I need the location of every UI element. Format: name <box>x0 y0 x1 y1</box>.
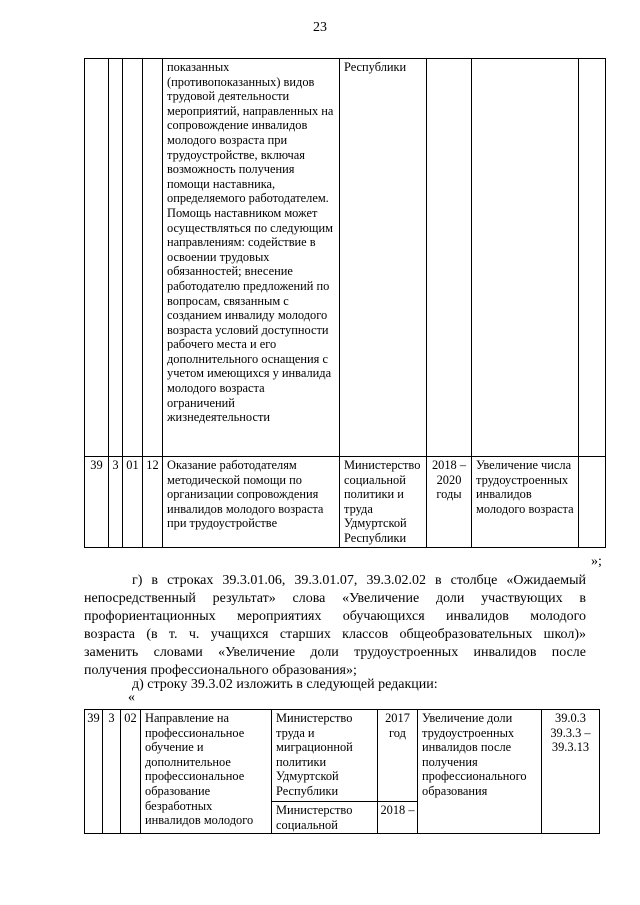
cell-measure-name: Направление на профессиональное обучение и дополнительное профессиональное образование безработных инвалидов молодого <box>141 710 272 834</box>
cell-program-code <box>85 59 109 457</box>
paragraph-d: д) строку 39.3.02 изложить в следующей редакции: <box>132 677 438 692</box>
cell-subprogram-code <box>109 59 123 457</box>
cell-program-code: 39 <box>85 710 103 834</box>
cell-period: 2017 год <box>378 710 418 802</box>
cell-task-code: 02 <box>121 710 141 834</box>
paragraph-g-line: возраста (в т. ч. учащихся старших классов общеобразовательных школ)» <box>84 627 586 642</box>
cell-indicator-link <box>579 59 606 457</box>
cell-subprogram-code: 3 <box>109 457 123 548</box>
cell-executor: Министерство социальной <box>272 802 378 834</box>
cell-indicator-link <box>579 457 606 548</box>
cell-measure-code: 12 <box>143 457 163 548</box>
cell-executor: Министерство социальной политики и труда Удмуртской Республики <box>340 457 427 548</box>
cell-executor: Министерство труда и миграционной политики Удмуртской Республики <box>272 710 378 802</box>
paragraph-g-line: г) в строках 39.3.01.06, 39.3.01.07, 39.3.02.02 в столбце «Ожидаемый <box>132 573 586 588</box>
table-row <box>85 710 600 802</box>
program-table-continued <box>84 58 606 548</box>
paragraph-g-line: непосредственный результат» слова «Увеличение доли участвующих в <box>84 591 586 606</box>
cell-indicator-link: 39.0.3 39.3.3 – 39.3.13 <box>542 710 600 834</box>
cell-expected-result: Увеличение числа трудоустроенных инвалидов молодого возраста <box>472 457 579 548</box>
closing-quote: »; <box>591 554 602 569</box>
cell-measure-code <box>143 59 163 457</box>
program-table-new-row <box>84 709 600 834</box>
cell-subprogram-code: 3 <box>103 710 121 834</box>
cell-measure-name: Оказание работодателям методической помощи по организации сопровождения инвалидов молодого возраста при трудоустройстве <box>163 457 340 548</box>
cell-task-code: 01 <box>123 457 143 548</box>
cell-program-code: 39 <box>85 457 109 548</box>
cell-period <box>427 59 472 457</box>
cell-measure-name: показанных (противопоказанных) видов трудовой деятельности мероприятий, направленных на сопровождение инвалидов молодого возраста при трудоустройстве, включая возможность получения помощи наставника, определяемого работодателем. Помощь наставником может осуществляться по следующим направлениям: содействие в освоении трудовых обязанностей; внесение работодателю предложений по вопросам, связанным с созданием инвалиду молодого возраста условий доступности рабочего места и его дополнительного оснащения с учетом имеющихся у инвалида молодого возраста ограничений жизнедеятельности <box>163 59 340 457</box>
cell-task-code <box>123 59 143 457</box>
page-number: 23 <box>313 20 327 35</box>
opening-quote: « <box>128 690 135 705</box>
cell-period: 2018 – 2020 годы <box>427 457 472 548</box>
paragraph-g-line: профориентационных мероприятиях обучающихся инвалидов молодого <box>84 609 586 624</box>
cell-expected-result: Увеличение доли трудоустроенных инвалидов после получения профессионального образования <box>418 710 542 834</box>
cell-expected-result <box>472 59 579 457</box>
paragraph-g-line: получения профессионального образования»; <box>84 663 357 678</box>
table-row <box>85 457 606 548</box>
cell-period: 2018 – <box>378 802 418 834</box>
paragraph-g-line: заменить словами «Увеличение доли трудоустроенных инвалидов после <box>84 645 586 660</box>
cell-executor: Республики <box>340 59 427 457</box>
table-row <box>85 59 606 457</box>
